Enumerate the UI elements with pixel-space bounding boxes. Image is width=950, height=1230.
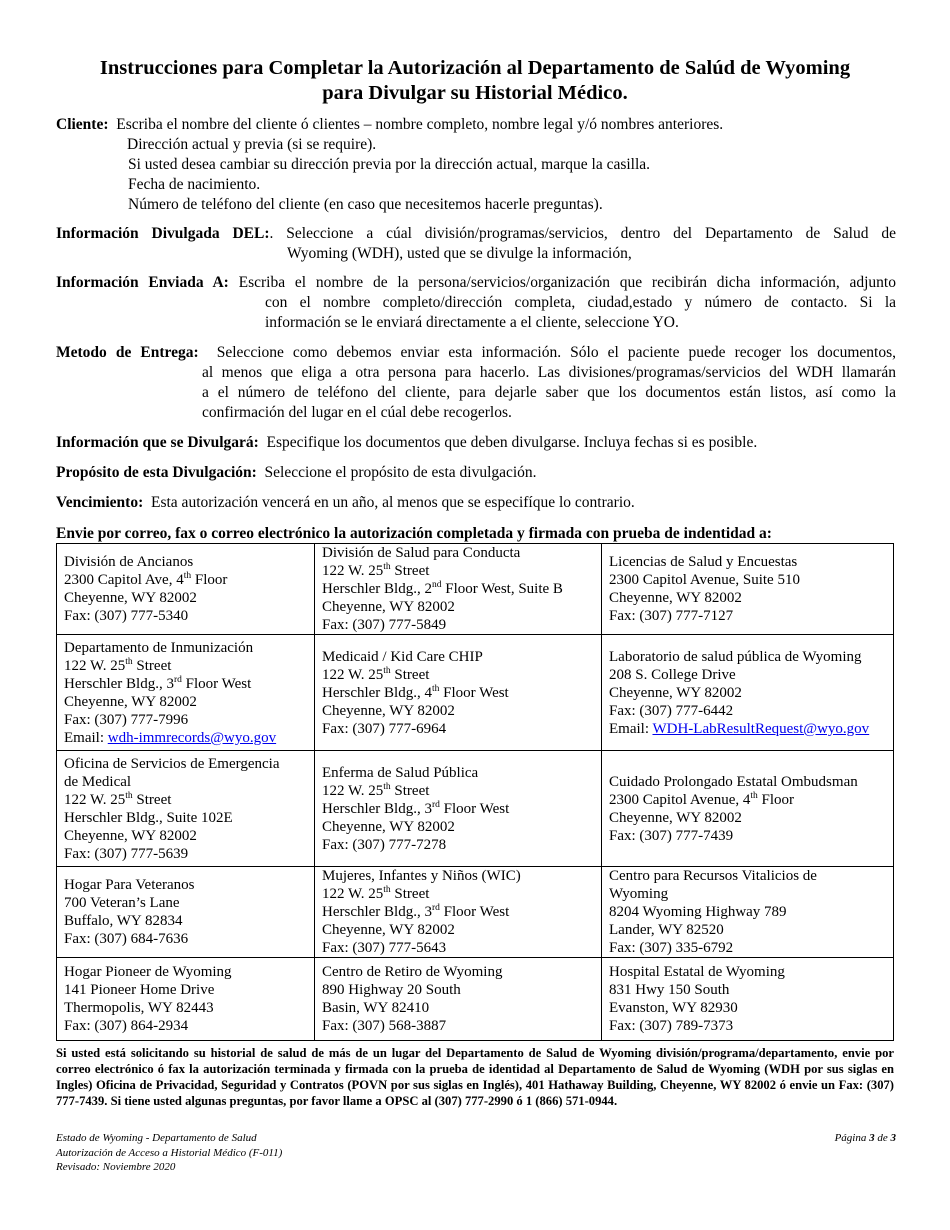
- info-del-section: Información Divulgada DEL:. Seleccione a cúal división/programas/servicios, dentro del Departamento de Salud de Wyoming (WDH), usted que se divulge la información,: [56, 225, 896, 263]
- office-cell: Licencias de Salud y Encuestas 2300 Capitol Avenue, Suite 510 Cheyenne, WY 82002 Fax: (307) 777-7127: [602, 544, 894, 635]
- vencimiento-section: Vencimiento: Esta autorización vencerá en un año, al menos que se especifíque lo contrario.: [56, 494, 635, 512]
- office-cell: Mujeres, Infantes y Niños (WIC) 122 W. 25th Street Herschler Bldg., 3rd Floor West Cheyenne, WY 82002 Fax: (307) 777-5643: [315, 867, 602, 958]
- office-cell: Hogar Para Veteranos 700 Veteran’s Lane Buffalo, WY 82834 Fax: (307) 684-7636: [57, 867, 315, 958]
- cliente-section: Cliente: Escriba el nombre del cliente ó clientes – nombre completo, nombre legal y/ó nombres anteriores. Dirección actual y previa (si se require). Si usted desea cambiar su dirección previa por la dirección actual, marque la casilla. Fecha de nacimiento. Número de teléfono del cliente (en caso que necesitemos hacerle preguntas).: [56, 116, 724, 214]
- office-cell: División de Salud para Conducta 122 W. 25th Street Herschler Bldg., 2nd Floor West, Suite B Cheyenne, WY 82002 Fax: (307) 777-5849: [315, 544, 602, 635]
- entrega-section: Metodo de Entrega: Seleccione como debemos enviar esta información. Sólo el paciente puede recoger los documentos, al menos que eliga a otra persona para hacerlo. Las divisiones/programas/servicios del WDH llamarán a el número de teléfono del cliente, para dejarle saber que los documentos están listos, así como la confirmación del lugar en el cúal debe recogerlos.: [56, 344, 897, 422]
- page-footer: Estado de Wyoming - Departamento de Salud Autorización de Acceso a Historial Médico (F-011) Revisado: Noviembre 2020 Página 3 de 3: [56, 1132, 896, 1173]
- proposito-section: Propósito de esta Divulgación: Seleccione el propósito de esta divulgación.: [56, 464, 537, 482]
- office-cell: Cuidado Prolongado Estatal Ombudsman 2300 Capitol Avenue, 4th Floor Cheyenne, WY 82002 Fax: (307) 777-7439: [602, 751, 894, 867]
- page-title: Instrucciones para Completar la Autorización al Departamento de Salúd de Wyoming para Divulgar su Historial Médico.: [99, 57, 851, 104]
- mail-title: Envie por correo, fax o correo electrónico la autorización completada y firmada con prueba de indentidad a:: [56, 525, 772, 543]
- offices-table: [56, 543, 894, 1041]
- office-cell: División de Ancianos 2300 Capitol Ave, 4th Floor Cheyenne, WY 82002 Fax: (307) 777-5340: [57, 544, 315, 635]
- table-row: [57, 544, 894, 635]
- office-cell: Laboratorio de salud pública de Wyoming 208 S. College Drive Cheyenne, WY 82002 Fax: (307) 777-6442 Email: WDH-LabResultRequest@wyo.gov: [602, 635, 894, 751]
- office-cell: Centro para Recursos Vitalicios de Wyoming 8204 Wyoming Highway 789 Lander, WY 82520 Fax: (307) 335-6792: [602, 867, 894, 958]
- divulgara-section: Información que se Divulgará: Especifique los documentos que deben divulgarse. Incluya fechas si es posible.: [56, 434, 758, 452]
- table-row: [57, 958, 894, 1041]
- immrecords-email-link[interactable]: wdh-immrecords@wyo.gov: [107, 729, 277, 746]
- table-row: [57, 867, 894, 958]
- office-cell: Enferma de Salud Pública 122 W. 25th Street Herschler Bldg., 3rd Floor West Cheyenne, WY 82002 Fax: (307) 777-7278: [315, 751, 602, 867]
- office-cell: Departamento de Inmunización 122 W. 25th Street Herschler Bldg., 3rd Floor West Cheyenne, WY 82002 Fax: (307) 777-7996 Email: wdh-immrecords@wyo.gov: [57, 635, 315, 751]
- page-number: Página 3 de 3: [834, 1132, 896, 1144]
- office-cell: Hogar Pioneer de Wyoming 141 Pioneer Home Drive Thermopolis, WY 82443 Fax: (307) 864-2934: [57, 958, 315, 1041]
- lab-result-email-link[interactable]: WDH-LabResultRequest@wyo.gov: [652, 720, 870, 737]
- office-cell: Medicaid / Kid Care CHIP 122 W. 25th Street Herschler Bldg., 4th Floor West Cheyenne, WY 82002 Fax: (307) 777-6964: [315, 635, 602, 751]
- multiple-locations-note: Si usted está solicitando su historial de salud de más de un lugar del Departamento de Salud de Wyoming división/programa/departamento, envie por correo electrónico ó fax la autorización terminada y firmada con la prueba de identidad al Departamento de Salud de Wyoming (WDH por sus siglas en Ingles) Oficina de Privacidad, Seguridad y Contratos (POVN por sus siglas en Inglés), 401 Hathaway Building, Cheyenne, WY 82002 ó envie un Fax: (307) 777-7439. Si tiene usted algunas preguntas, por favor llame a OPSC al (307) 777-2990 ó 1 (866) 571-0944.: [56, 1046, 894, 1109]
- table-row: [57, 751, 894, 867]
- info-a-section: Información Enviada A: Escriba el nombre de la persona/servicios/organización que recibirán dicha información, adjunto con el nombre completo/dirección completa, ciudad,estado y número de contacto. Si la información se le enviará directamente a el cliente, seleccione YO.: [56, 274, 896, 332]
- office-cell: Hospital Estatal de Wyoming 831 Hwy 150 South Evanston, WY 82930 Fax: (307) 789-7373: [602, 958, 894, 1041]
- office-cell: Oficina de Servicios de Emergencia de Medical 122 W. 25th Street Herschler Bldg., Suite 102E Cheyenne, WY 82002 Fax: (307) 777-5639: [57, 751, 315, 867]
- office-cell: Centro de Retiro de Wyoming 890 Highway 20 South Basin, WY 82410 Fax: (307) 568-3887: [315, 958, 602, 1041]
- document-page: [56, 56, 896, 1109]
- table-row: [57, 635, 894, 751]
